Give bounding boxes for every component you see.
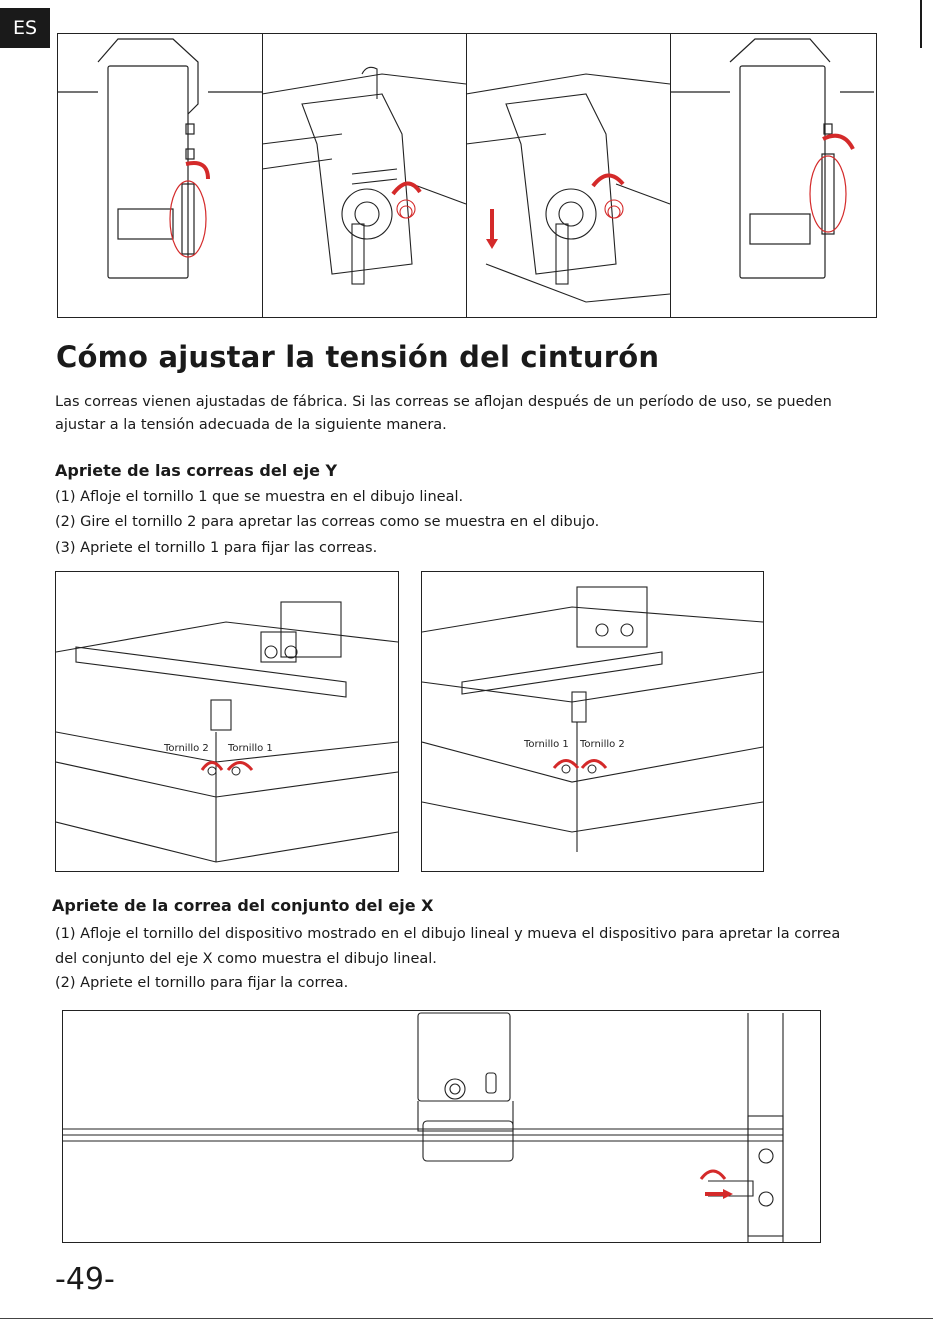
rotate-arrow-icon — [582, 761, 606, 769]
x-axis-figure — [62, 1010, 821, 1243]
y-axis-right-drawing — [422, 572, 763, 871]
section-y-step: (2) Gire el tornillo 2 para apretar las correas como se muestra en el dibujo. — [55, 514, 600, 530]
bottom-edge-line — [0, 1318, 933, 1319]
section-y-step: (3) Apriete el tornillo 1 para fijar las correas. — [55, 540, 378, 556]
rotate-arrow-icon — [202, 763, 222, 771]
rotate-arrow-icon — [701, 1171, 725, 1179]
rotate-arrow-icon — [228, 763, 252, 771]
panel-divider — [262, 34, 263, 317]
panel-divider — [466, 34, 467, 317]
y-axis-figure-right — [421, 571, 764, 872]
rotate-arrow-icon — [823, 136, 853, 149]
rotate-arrow-icon — [186, 163, 208, 179]
section-y-heading: Apriete de las correas del eje Y — [55, 461, 338, 480]
section-x-heading: Apriete de la correa del conjunto del eje X — [52, 896, 434, 915]
section-y-step: (1) Afloje el tornillo 1 que se muestra en el dibujo lineal. — [55, 489, 464, 505]
x-axis-drawing — [63, 1011, 820, 1242]
y-axis-figure-left — [55, 571, 399, 872]
section-x-step: (1) Afloje el tornillo del dispositivo mostrado en el dibujo lineal y mueva el dispositivo para apretar la correa — [55, 926, 841, 942]
rotate-arrow-icon — [554, 761, 578, 769]
intro-text-line-1: Las correas vienen ajustadas de fábrica. Si las correas se aflojan después de un período de uso, se pueden — [55, 394, 832, 410]
panel-divider — [670, 34, 671, 317]
y-left-label-1: Tornillo 2 — [164, 743, 209, 754]
intro-text-line-2: ajustar a la tensión adecuada de la siguiente manera. — [55, 417, 447, 433]
laser-head-drawings — [58, 34, 876, 317]
page-number: -49- — [55, 1262, 115, 1297]
top-edge-line — [920, 0, 922, 48]
section-x-step: (2) Apriete el tornillo para fijar la correa. — [55, 975, 349, 991]
panel-4-side-view — [670, 39, 874, 278]
y-axis-left-drawing — [56, 572, 398, 871]
panel-1-side-view — [58, 39, 262, 278]
section-x-step: del conjunto del eje X como muestra el dibujo lineal. — [55, 951, 437, 967]
language-tab: ES — [0, 8, 50, 48]
y-right-label-2: Tornillo 2 — [580, 739, 625, 750]
panel-2-perspective-view — [262, 67, 466, 284]
panel-3-perspective-view — [466, 74, 670, 302]
laser-head-figure-strip — [57, 33, 877, 318]
y-left-label-2: Tornillo 1 — [228, 743, 273, 754]
page-title: Cómo ajustar la tensión del cinturón — [56, 340, 660, 374]
y-right-label-1: Tornillo 1 — [524, 739, 569, 750]
